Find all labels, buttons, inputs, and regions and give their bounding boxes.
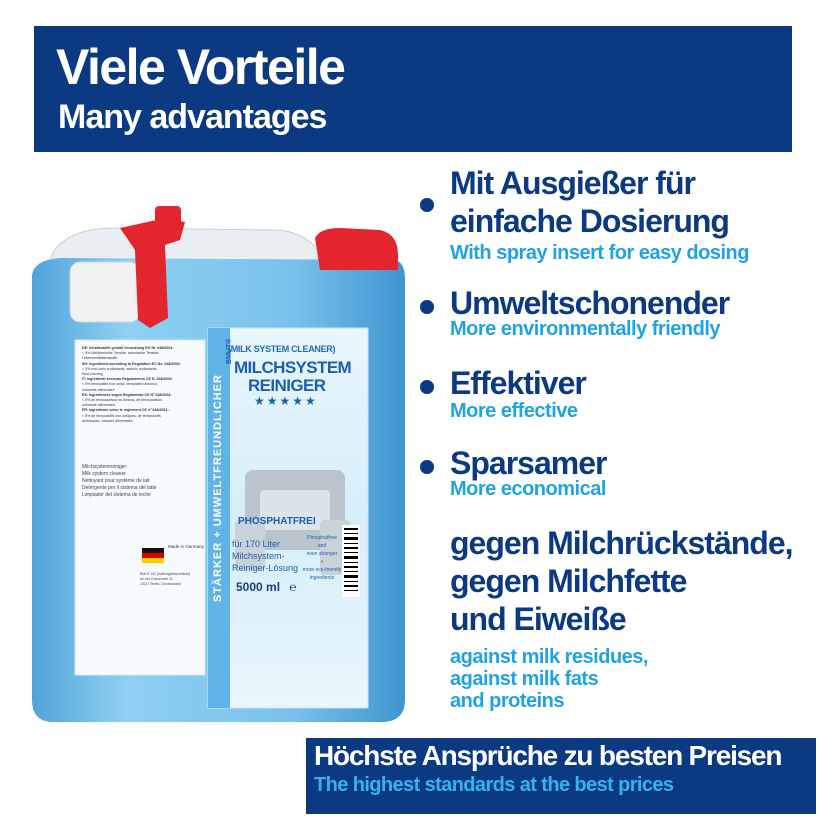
language-line: Nettoyant pour système de lait <box>82 478 150 484</box>
advantage-en-line: More effective <box>450 400 578 422</box>
advantage-de-line: Effektiver <box>450 365 586 401</box>
claim-line: even stronger <box>306 551 338 557</box>
advantage-en-line: More economical <box>450 478 606 500</box>
advantage-de-line: Mit Ausgießer für <box>450 165 695 201</box>
product-side-text: STÄRKER + UMWELTFREUNDLICHER <box>212 374 224 602</box>
address-line: An der Kolonnade 11 <box>140 577 173 581</box>
ingredient-line: < 5% non-ionic surfactants, anionic surfactants, <box>82 366 158 371</box>
advantage-en-line: against milk residues, <box>450 646 648 668</box>
bullet-dot-icon <box>420 198 434 212</box>
ingredient-line: food coloring <box>82 372 103 377</box>
claim-line: Phosphatfree <box>307 535 337 541</box>
dosage-line: für 170 Liter <box>232 539 281 549</box>
footer-title-de: Höchste Ansprüche zu besten Preisen <box>314 740 782 771</box>
estimated-sign-icon: ℮ <box>289 580 297 594</box>
ingredients-block <box>82 346 200 424</box>
product-top-label: (MILK SYSTEM CLEANER) <box>228 344 336 354</box>
address-line: 10117 Berlin, Deutschland <box>140 582 181 586</box>
claim-line: and <box>317 543 327 549</box>
header-title-en: Many advantages <box>58 98 327 136</box>
ingredient-line: DE: Inhaltsstoffe gemäß Verordnung EG Nr. 648/2004: <box>82 346 174 350</box>
product-volume <box>236 580 297 594</box>
address-line: BMUT UG (haftungsbeschränkt) <box>140 572 190 576</box>
volume-text: 5000 ml <box>236 580 281 594</box>
product-image <box>20 200 420 730</box>
ingredient-line: < 5% de tensioactifs non ioniques, de tensioactifs <box>82 413 161 418</box>
header-banner <box>34 26 792 152</box>
product-name-line1: MILCHSYSTEM <box>234 358 352 377</box>
language-line: Milk system cleaner <box>82 471 126 477</box>
product-claims <box>302 534 342 582</box>
footer-banner <box>306 738 816 814</box>
ingredient-line: colorante alimentare <box>82 387 115 392</box>
bullet-dot-icon <box>420 300 434 314</box>
advantage-en-line: against milk fats <box>450 668 599 690</box>
header-title-de: Viele Vorteile <box>56 39 345 95</box>
advantage-de-line: Sparsamer <box>450 445 607 481</box>
dosage-line: Reiniger-Lösung <box>232 563 299 573</box>
ingredient-line: FR: Ingrédients selon le règlement CE nº 648/2004 : <box>82 408 170 413</box>
made-in-label: Made in Germany <box>168 544 204 549</box>
ingredient-line: < 5% tensioattivi non ionici, tensioattivi anionici, <box>82 382 158 387</box>
ingredient-line: colorante alimentario <box>82 403 116 408</box>
dosage-line: Milchsystem- <box>232 551 285 561</box>
ingredient-line: Lebensmittelfarbstoffe <box>82 356 118 361</box>
advantage-en-line: With spray insert for easy dosing <box>450 242 749 264</box>
ingredient-line: < 5% Nichtionische Tenside, anionische Tenside, <box>82 351 160 356</box>
barcode-icon <box>342 525 360 597</box>
advantage-de-line: Umweltschonender <box>450 285 730 321</box>
languages-block <box>82 464 200 499</box>
language-line: Milchsystemreiniger <box>82 464 127 470</box>
advantage-de-line: einfache Dosierung <box>450 203 729 239</box>
advantage-de-line: und Eiweiße <box>450 601 626 637</box>
claim-line: + <box>320 559 324 565</box>
ingredient-line: IT: Ingredienti secondo Regolamento CE N. 648/2004: <box>82 377 173 382</box>
ingredient-line: ES: Ingredientes según Reglamento CE Nº 648/2004: <box>82 392 172 397</box>
address-block <box>140 572 204 587</box>
product-stars: ★★★★★ <box>254 394 318 408</box>
advantage-en-line: and proteins <box>450 690 565 712</box>
advantage-de-line: gegen Milchfette <box>450 563 687 599</box>
product-brand: BMUT® <box>226 338 233 364</box>
advantage-de-line: gegen Milchrückstände, <box>450 525 793 561</box>
product-phosphate: PHOSPHATFREI <box>238 516 316 527</box>
product-name-line2: REINIGER <box>248 376 326 395</box>
ingredient-line: < 5% de tensioactivos no iónicos, de tensioactivos <box>82 398 163 403</box>
bullet-dot-icon <box>420 460 434 474</box>
language-line: Detergente per il sistema del latte <box>82 485 157 491</box>
claim-line: more eco-friendly <box>302 567 342 573</box>
advantage-en-line: More environmentally friendly <box>450 318 721 340</box>
product-dosage <box>232 538 298 574</box>
footer-title-en: The highest standards at the best prices <box>314 774 674 796</box>
ingredient-line: EN: Ingredients according to Regulation EC No. 648/2004: <box>82 361 181 366</box>
ingredient-line: anioniques, colorant alimentaire <box>82 418 133 423</box>
language-line: Limpiador del sistema de leche <box>82 492 151 498</box>
bullet-dot-icon <box>420 380 434 394</box>
claim-line: ingredients <box>309 575 335 581</box>
